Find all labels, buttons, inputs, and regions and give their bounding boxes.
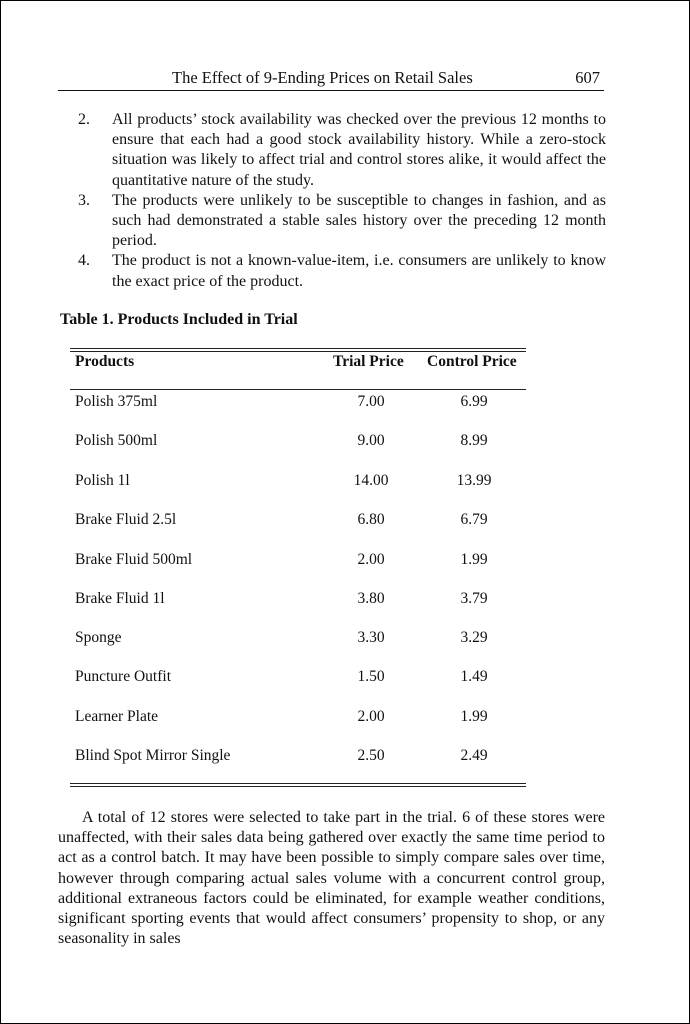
list-item-text: The product is not a known-value-item, i.e. consumers are unlikely to know the exact price of the product. <box>112 252 606 290</box>
cell-trial-price: 2.00 <box>357 551 385 568</box>
table-top-rule <box>70 348 526 352</box>
cell-product: Puncture Outfit <box>75 668 171 685</box>
cell-trial-price: 2.50 <box>357 747 385 764</box>
cell-product: Polish 1l <box>75 472 130 489</box>
cell-product: Brake Fluid 2.5l <box>75 511 177 528</box>
list-item-number: 4. <box>78 252 90 270</box>
cell-product: Polish 500ml <box>75 432 158 449</box>
table-row <box>70 747 526 771</box>
cell-product: Blind Spot Mirror Single <box>75 747 231 764</box>
body-paragraph: A total of 12 stores were selected to take part in the trial. 6 of these stores were unaffected, with their sales data being gathered over exactly the same time period to act as a control batch. It may have been possible to simply compare sales over time, however through comparing actual sales volume with a concurrent control group, additional extraneous factors could be eliminated, for example weather conditions, significant sporting events that would affect consumers’ propensity to shop, or any seasonality in sales <box>58 809 605 948</box>
table-row <box>70 590 526 614</box>
cell-product: Polish 375ml <box>75 393 158 410</box>
cell-trial-price: 3.80 <box>357 590 385 607</box>
cell-trial-price: 1.50 <box>357 668 385 685</box>
cell-control-price: 3.79 <box>460 590 488 607</box>
running-head <box>58 68 604 91</box>
cell-trial-price: 14.00 <box>353 472 389 489</box>
list-item-text: All products’ stock availability was checked over the previous 12 months to ensure that each had a good stock availability history. While a zero-stock situation was likely to affect trial and control stores alike, it would affect the quantitative nature of the study. <box>112 111 606 189</box>
table-bottom-rule <box>70 783 526 787</box>
cell-control-price: 6.79 <box>460 511 488 528</box>
list-item <box>58 191 606 252</box>
table-row <box>70 511 526 535</box>
table-row <box>70 432 526 456</box>
table-row <box>70 393 526 417</box>
cell-product: Brake Fluid 1l <box>75 590 165 607</box>
cell-control-price: 2.49 <box>460 747 488 764</box>
cell-control-price: 13.99 <box>456 472 492 489</box>
cell-control-price: 1.99 <box>460 551 488 568</box>
table-row <box>70 551 526 575</box>
cell-control-price: 1.49 <box>460 668 488 685</box>
list-item-text: The products were unlikely to be susceptible to changes in fashion, and as such had demonstrated a stable sales history over the preceding 12 month period. <box>112 191 606 250</box>
table-row <box>70 708 526 732</box>
cell-product: Learner Plate <box>75 708 159 725</box>
table-row <box>70 472 526 496</box>
numbered-list <box>58 110 606 292</box>
list-item-number: 2. <box>78 111 90 128</box>
cell-control-price: 3.29 <box>460 629 488 646</box>
cell-trial-price: 9.00 <box>357 432 385 449</box>
cell-product: Brake Fluid 500ml <box>75 551 193 568</box>
cell-trial-price: 2.00 <box>357 708 385 725</box>
cell-control-price: 8.99 <box>460 432 488 449</box>
cell-trial-price: 3.30 <box>357 629 385 646</box>
cell-trial-price: 7.00 <box>357 393 385 410</box>
table-row <box>70 629 526 653</box>
cell-control-price: 6.99 <box>460 393 488 410</box>
table-caption: Table 1. Products Included in Trial <box>60 311 298 328</box>
list-item-number: 3. <box>78 191 90 209</box>
table-header-rule <box>70 389 526 390</box>
column-header-trial-price: Trial Price <box>333 353 404 370</box>
list-item <box>58 251 606 291</box>
column-header-control-price: Control Price <box>427 353 517 370</box>
column-header-products: Products <box>75 353 135 370</box>
cell-control-price: 1.99 <box>460 708 488 725</box>
list-item <box>58 110 606 191</box>
cell-product: Sponge <box>75 629 122 646</box>
running-title: The Effect of 9-Ending Prices on Retail Sales <box>172 68 473 87</box>
page-number: 607 <box>575 68 600 87</box>
table-row <box>70 668 526 692</box>
cell-trial-price: 6.80 <box>357 511 385 528</box>
